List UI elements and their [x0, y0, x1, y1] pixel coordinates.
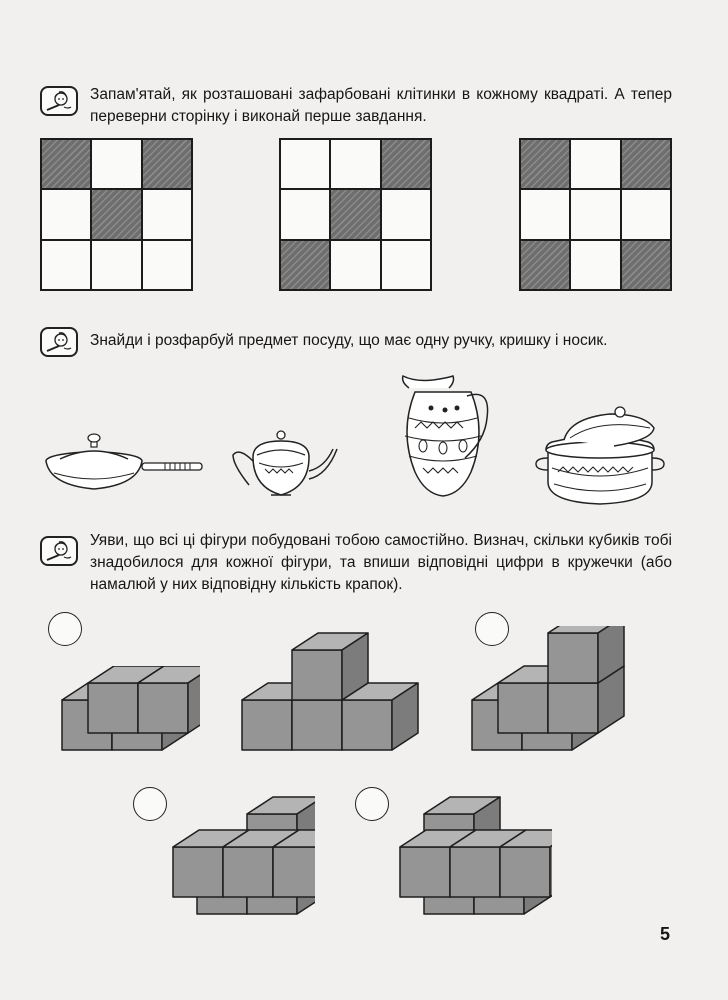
empty-cell: [520, 189, 570, 239]
cube-figure-1: [60, 666, 200, 752]
shaded-cell: [520, 240, 570, 290]
boy-with-pencil-icon: [40, 327, 78, 357]
empty-cell: [91, 240, 141, 290]
pattern-grid-3: [519, 138, 672, 291]
boy-with-pencil-icon: [40, 536, 78, 566]
shaded-cell: [330, 189, 380, 239]
pattern-grid-1: [40, 138, 193, 291]
cube-figure-2: [240, 626, 430, 752]
cube: [138, 666, 200, 733]
empty-cell: [570, 189, 620, 239]
empty-cell: [280, 139, 330, 189]
empty-cell: [280, 189, 330, 239]
answer-circle-1[interactable]: [48, 612, 82, 646]
shaded-cell: [280, 240, 330, 290]
shaded-cell: [142, 139, 192, 189]
page-number: 5: [659, 924, 670, 944]
empty-cell: [41, 240, 91, 290]
empty-cell: [330, 240, 380, 290]
jug-picture: [393, 372, 493, 504]
shaded-cell: [621, 139, 671, 189]
empty-cell: [91, 139, 141, 189]
empty-cell: [142, 189, 192, 239]
cube-figure-4: [145, 790, 315, 916]
task2-instruction: Знайди і розфарбуй предмет посуду, що має одну ручку, кришку і носик.: [90, 332, 608, 349]
pattern-grid-2: [279, 138, 432, 291]
empty-cell: [41, 189, 91, 239]
cube: [292, 633, 368, 700]
shaded-cell: [621, 240, 671, 290]
empty-cell: [381, 240, 431, 290]
empty-cell: [621, 189, 671, 239]
task3-instruction: Уяви, що всі ці фігури побудовані тобою самостійно. Визнач, скільки кубиків тобі знадобилося для кожної фігури, та впиши відповідні цифри в кружечки (або намалюй у них відповідну кількість крапок).: [90, 532, 672, 593]
cube-figure-5: [372, 790, 552, 916]
task1-instruction: Запам'ятай, як розташовані зафарбовані клітинки в кожному квадраті. А тепер переверни сторінку і виконай перше завдання.: [90, 86, 672, 125]
empty-cell: [142, 240, 192, 290]
empty-cell: [381, 189, 431, 239]
boy-with-pencil-icon: [40, 86, 78, 116]
shaded-cell: [41, 139, 91, 189]
teapot-picture: [225, 425, 345, 505]
shaded-cell: [381, 139, 431, 189]
empty-cell: [570, 139, 620, 189]
shaded-cell: [91, 189, 141, 239]
empty-cell: [330, 139, 380, 189]
frying-pan-picture: [40, 425, 210, 505]
cooking-pot-picture: [530, 400, 670, 508]
shaded-cell: [520, 139, 570, 189]
cube-figure-3: [470, 626, 640, 752]
empty-cell: [570, 240, 620, 290]
